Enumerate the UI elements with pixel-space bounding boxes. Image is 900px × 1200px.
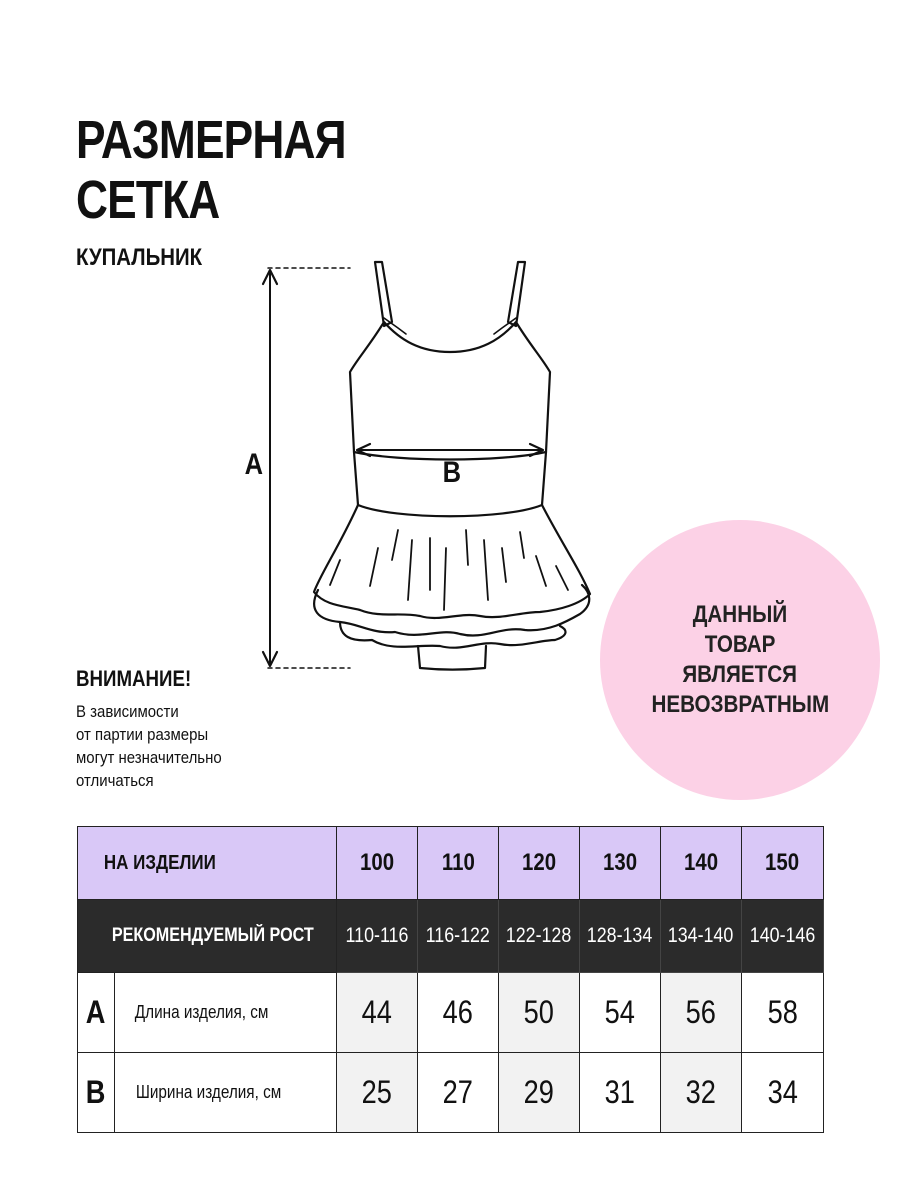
row-letter: A (78, 973, 115, 1053)
value-cell: 50 (499, 973, 580, 1053)
value-cell: 54 (580, 973, 661, 1053)
width-label: B (442, 456, 462, 489)
size-cell: 120 (499, 827, 580, 900)
attention-title: ВНИМАНИЕ! (76, 666, 192, 691)
attention-line: могут незначительно (76, 748, 222, 767)
height-cell: 122-128 (499, 900, 580, 973)
height-cell: 128-134 (580, 900, 661, 973)
skirt-layer-3 (340, 622, 565, 648)
value-cell: 27 (418, 1053, 499, 1133)
skirt-front (314, 505, 590, 618)
strap-right (508, 262, 525, 326)
non-returnable-badge (600, 520, 880, 800)
height-cell: 116-122 (418, 900, 499, 973)
attention-line: В зависимости (76, 702, 179, 721)
badge-line: ЯВЛЯЕТСЯ (682, 661, 798, 688)
badge-line: ДАННЫЙ (692, 601, 788, 628)
attention-note (76, 700, 270, 792)
length-label: A (244, 448, 264, 481)
height-cell: 134-140 (661, 900, 742, 973)
value-cell: 29 (499, 1053, 580, 1133)
row-letter: B (78, 1053, 115, 1133)
skirt-pleats (330, 530, 568, 610)
value-cell: 25 (337, 1053, 418, 1133)
size-header-label: НА ИЗДЕЛИИ (78, 827, 337, 900)
value-cell: 44 (337, 973, 418, 1053)
size-cell: 150 (742, 827, 824, 900)
row-label: Длина изделия, см (115, 973, 337, 1053)
size-table (77, 826, 824, 1133)
height-row (78, 900, 824, 973)
value-cell: 32 (661, 1053, 742, 1133)
badge-line: ТОВАР (704, 631, 776, 658)
attention-line: от партии размеры (76, 725, 209, 744)
height-cell: 110-116 (337, 900, 418, 973)
value-cell: 34 (742, 1053, 824, 1133)
width-row (78, 1053, 824, 1133)
value-cell: 31 (580, 1053, 661, 1133)
length-row (78, 973, 824, 1053)
strap-left (375, 262, 392, 326)
badge-line: НЕВОЗВРАТНЫМ (651, 691, 829, 718)
value-cell: 58 (742, 973, 824, 1053)
size-header-row (78, 827, 824, 900)
attention-line: отличаться (76, 771, 154, 790)
briefs (418, 646, 486, 670)
size-cell: 140 (661, 827, 742, 900)
height-cell: 140-146 (742, 900, 824, 973)
height-label: РЕКОМЕНДУЕМЫЙ РОСТ (78, 900, 337, 973)
row-label: Ширина изделия, см (115, 1053, 337, 1133)
title-line-2: СЕТКА (76, 170, 220, 230)
product-subtitle: КУПАЛЬНИК (76, 244, 203, 271)
size-cell: 110 (418, 827, 499, 900)
size-cell: 130 (580, 827, 661, 900)
value-cell: 56 (661, 973, 742, 1053)
value-cell: 46 (418, 973, 499, 1053)
size-cell: 100 (337, 827, 418, 900)
title-line-1: РАЗМЕРНАЯ (76, 110, 346, 170)
